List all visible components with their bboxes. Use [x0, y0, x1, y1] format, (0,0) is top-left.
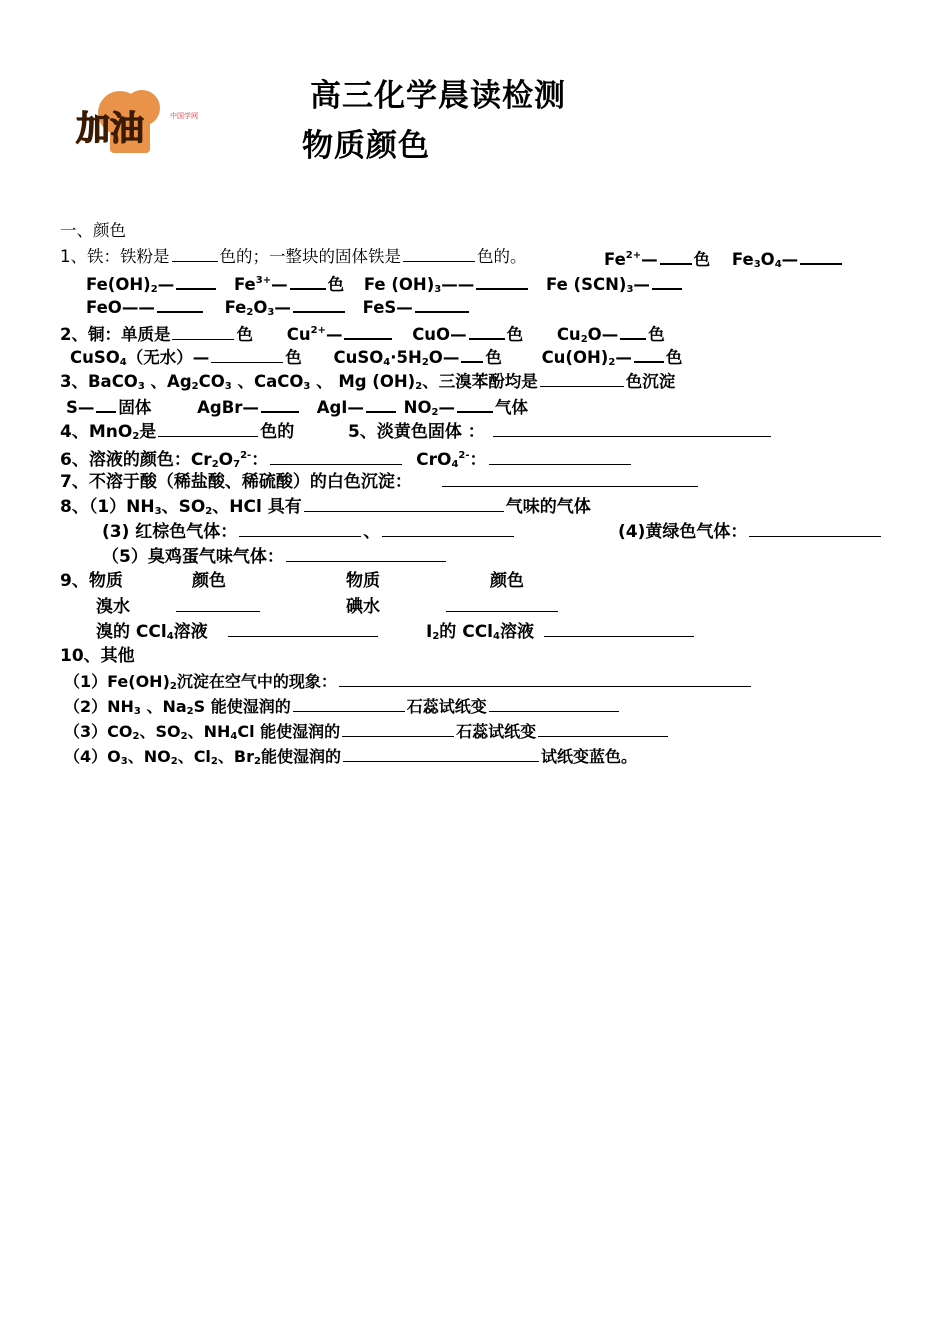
question-9-row-1a: 溴水 — [96, 595, 262, 618]
question-10-item-4: $(4)O_3$、$NO_2$、$Cl_2$、$Br_2$能使湿润的 试纸变蓝色。 — [64, 747, 637, 767]
page-title: 高三化学晨读检测 — [310, 78, 566, 114]
question-10-heading: 10、其他 — [60, 646, 135, 666]
question-1-fe2: $Fe^{2+}—$ 色 $Fe_3O_4—$ — [604, 245, 844, 276]
section-heading-color: 一、颜色 — [60, 221, 126, 240]
question-2-line-2: CuSO$_4$（无水）— 色 $CuSO_4\cdot 5H_2O—$ 色 $Cu(OH)_2—$ 色 — [70, 345, 682, 374]
question-10-item-1: $(1)Fe(OH)_2$沉淀在空气中的现象： — [64, 670, 753, 698]
question-9-head-2: 颜色 — [192, 571, 226, 591]
question-8-line-2b: (4)黄绿色气体： — [618, 520, 883, 543]
question-9-row-1b: 碘水 — [346, 595, 560, 618]
question-9-head-3: 物质 — [346, 571, 380, 591]
page-subtitle: 物质颜色 — [302, 128, 430, 164]
question-9-row-2b: $I_2$的 CCl$_4$溶液 — [426, 620, 696, 648]
question-5: 5、淡黄色固体 ： — [348, 420, 773, 443]
question-7: 7、不溶于酸（稀盐酸、稀硫酸）的白色沉淀： — [60, 470, 700, 493]
question-2-line-1: 2、铜：单质是 色 $Cu^{2+}—$ CuO— 色 $Cu_2O—$ 色 — [60, 320, 665, 351]
question-1-line-2: $Fe(OH)_2—$ $Fe^{3+}—$ 色 Fe $(OH)_3——$ Fe $(SCN)_3—$ — [86, 270, 684, 301]
question-10-item-3: $(3)CO_2$、$SO_2$、$NH_4Cl$ 能使湿润的 石蕊试纸变 — [64, 720, 670, 748]
question-4: 4、MnO$_2$是 色的 — [60, 422, 295, 442]
question-9-row-2a: 溴的 CCl$_4$溶液 — [96, 620, 380, 648]
question-8-line-1: 8、$(1)NH_3$、$SO_2$、HCl 具有 气味的气体 — [60, 497, 591, 517]
question-1-line-3: FeO—— $Fe_2O_3—$ FeS— — [86, 295, 471, 324]
question-9-head-4: 颜色 — [490, 571, 524, 591]
question-1-line-1: 1、铁：铁粉是 色的；一整块的固体铁是 色的。 — [60, 247, 527, 266]
logo — [70, 88, 220, 158]
logo-text: 加油 — [76, 109, 144, 149]
logo-small-text: 中国学网 — [170, 112, 198, 120]
question-3-line-1: 3、BaCO$_3$ 、$Ag_2CO_3$ 、CaCO$_3$ 、 Mg $(OH)_2$、三溴苯酚均是 色沉淀 — [60, 372, 676, 392]
question-10-item-2: $(2)NH_3$ 、$Na_2S$ 能使湿润的 石蕊试纸变 — [64, 695, 621, 723]
question-6: 6、溶液的颜色：$Cr_2O_7^{2-}$： CrO$_4^{2-}$： — [60, 445, 633, 476]
question-8-line-2: (3) 红棕色气体： 、 — [102, 520, 516, 543]
question-8-line-3: （5）臭鸡蛋气味气体： — [102, 545, 448, 568]
logo-graphic — [70, 88, 220, 158]
question-9-head-1: 9、物质 — [60, 571, 123, 591]
question-3-line-2: S— 固体 AgBr— AgI— $NO_2—$ 气体 — [66, 395, 528, 424]
